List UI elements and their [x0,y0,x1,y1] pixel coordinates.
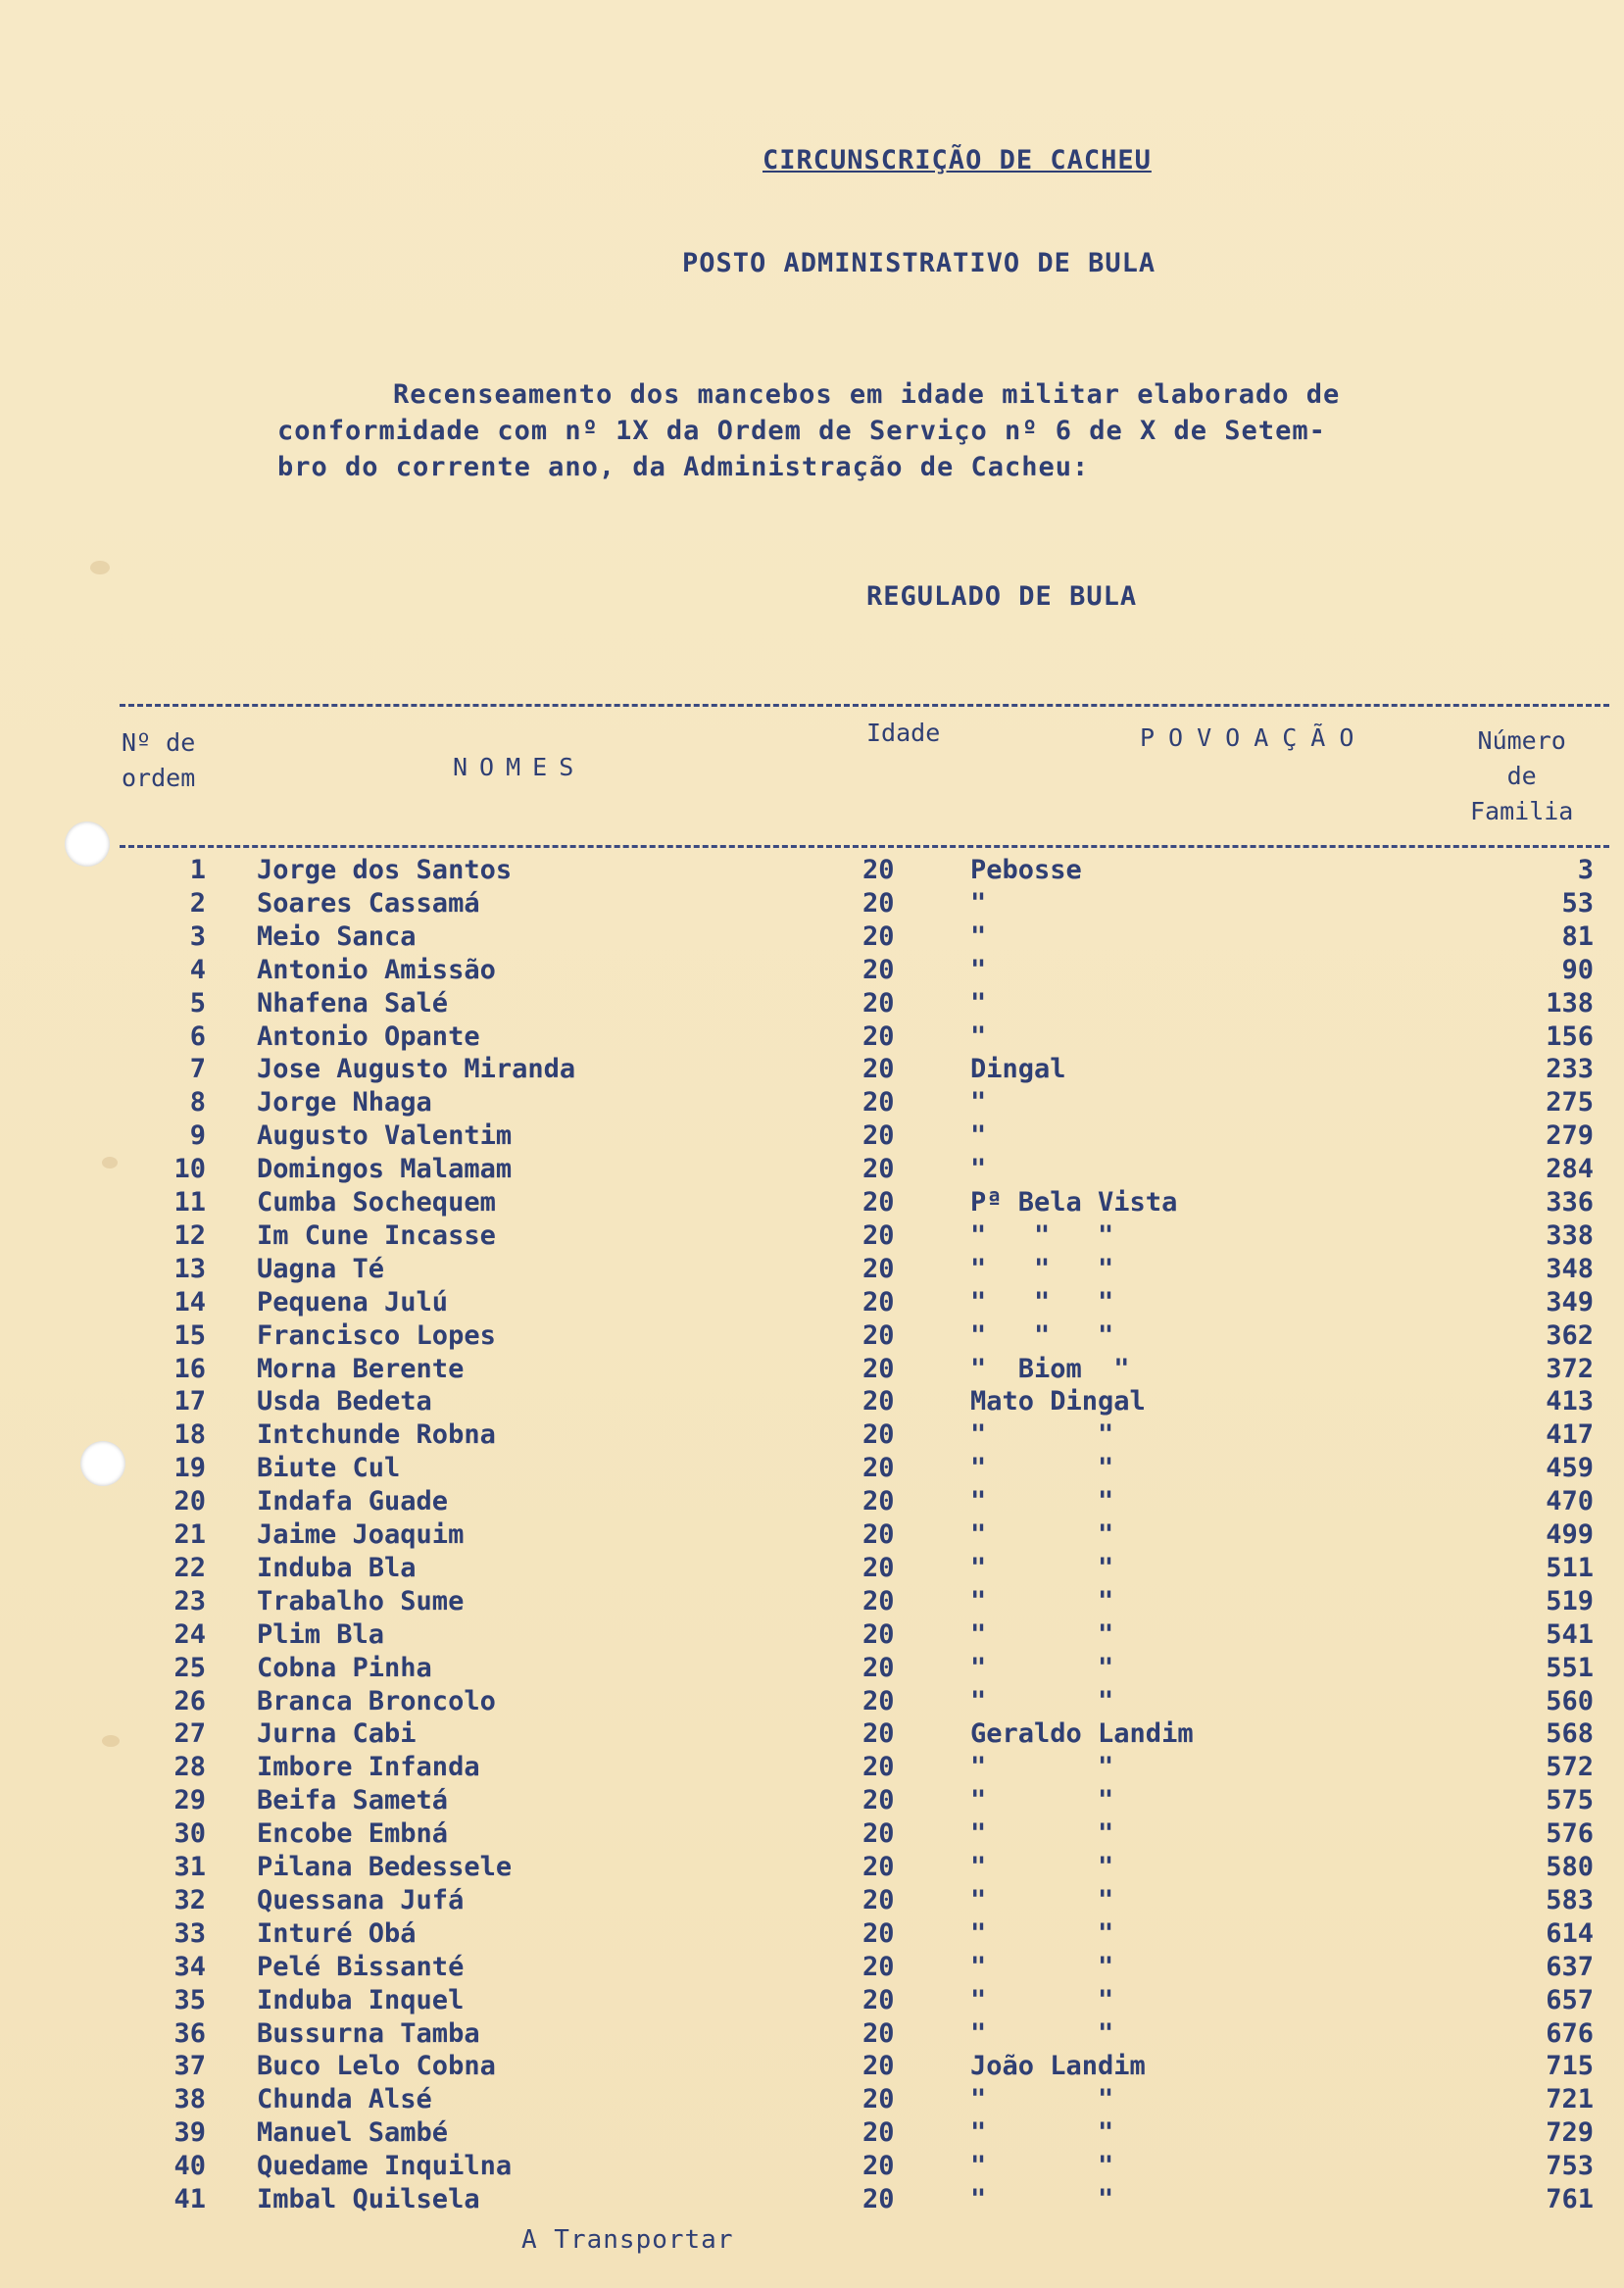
table-row [0,1519,1624,1553]
row-age: 20 [862,1752,895,1782]
row-povoacao: " " [970,1952,1114,1982]
table-row [0,2117,1624,2151]
row-age: 20 [862,1054,895,1084]
row-povoacao: " " [970,1419,1114,1450]
intro-line: bro do corrente ano, da Administração de Cacheu: [277,452,1090,482]
row-name: Antonio Amissão [257,955,496,985]
row-povoacao: " " [970,1918,1114,1949]
row-age: 20 [862,1885,895,1915]
row-number: 8 [189,1087,206,1118]
row-age: 20 [862,1087,895,1118]
table-row [0,1952,1624,1985]
row-family-number: 583 [1546,1885,1594,1915]
row-age: 20 [862,1818,895,1849]
table-row [0,1885,1624,1918]
row-number: 21 [173,1519,206,1550]
row-family-number: 372 [1546,1354,1594,1384]
table-row [0,1453,1624,1486]
row-number: 4 [189,955,206,985]
row-name: Jurna Cabi [257,1718,417,1749]
row-age: 20 [862,1718,895,1749]
row-povoacao: Mato Dingal [970,1386,1146,1417]
row-age: 20 [862,1354,895,1384]
row-number: 7 [189,1054,206,1084]
row-age: 20 [862,2184,895,2214]
row-number: 24 [173,1619,206,1650]
table-row [0,1752,1624,1785]
row-family-number: 676 [1546,2018,1594,2049]
row-povoacao: " " " [970,1254,1114,1284]
row-number: 37 [173,2051,206,2081]
row-age: 20 [862,1653,895,1683]
row-povoacao: " " [970,2151,1114,2181]
row-name: Antonio Opante [257,1021,480,1052]
row-number: 32 [173,1885,206,1915]
row-number: 1 [189,855,206,885]
table-row [0,1818,1624,1852]
row-age: 20 [862,2151,895,2181]
row-family-number: 715 [1546,2051,1594,2081]
table-row [0,1653,1624,1686]
row-number: 31 [173,1852,206,1882]
row-age: 20 [862,1553,895,1583]
row-age: 20 [862,1952,895,1982]
row-family-number: 568 [1546,1718,1594,1749]
table-row [0,1718,1624,1752]
row-povoacao: " " [970,2184,1114,2214]
column-header-ordem [122,725,195,796]
row-name: Quessana Jufá [257,1885,465,1915]
row-number: 33 [173,1918,206,1949]
header-posto: POSTO ADMINISTRATIVO DE BULA [682,248,1156,278]
table-row [0,1586,1624,1619]
row-povoacao: " " [970,1586,1114,1617]
row-number: 3 [189,921,206,952]
row-number: 12 [173,1220,206,1251]
row-povoacao: " " [970,1486,1114,1517]
table-row [0,1985,1624,2018]
row-name: Bussurna Tamba [257,2018,480,2049]
row-number: 15 [173,1320,206,1351]
column-header-nomes: NOMES [453,753,586,781]
row-family-number: 580 [1546,1852,1594,1882]
table-row [0,1852,1624,1885]
row-name: Induba Bla [257,1553,417,1583]
row-age: 20 [862,1785,895,1815]
row-age: 20 [862,1852,895,1882]
row-age: 20 [862,1985,895,2015]
table-row [0,1087,1624,1120]
row-age: 20 [862,1619,895,1650]
row-family-number: 729 [1546,2117,1594,2148]
row-name: Branca Broncolo [257,1686,496,1716]
table-row [0,2151,1624,2184]
row-povoacao: " [970,1120,987,1151]
row-number: 13 [173,1254,206,1284]
row-number: 5 [189,988,206,1019]
row-povoacao: " " " [970,1287,1114,1318]
row-age: 20 [862,2117,895,2148]
row-name: Chunda Alsé [257,2084,432,2114]
column-header-ordem-line1: Nº de [122,728,196,757]
column-header-ordem-line2: ordem [122,764,196,792]
table-row [0,1120,1624,1154]
row-age: 20 [862,1154,895,1184]
row-name: Biute Cul [257,1453,401,1483]
row-povoacao: " " [970,1985,1114,2015]
row-age: 20 [862,855,895,885]
row-age: 20 [862,1586,895,1617]
row-family-number: 338 [1546,1220,1594,1251]
table-row [0,888,1624,921]
row-povoacao: " [970,1154,987,1184]
row-family-number: 275 [1546,1087,1594,1118]
row-family-number: 551 [1546,1653,1594,1683]
row-povoacao: " " " [970,1320,1114,1351]
row-number: 6 [189,1021,206,1052]
table-row [0,1021,1624,1055]
intro-paragraph [277,376,1522,485]
row-number: 22 [173,1553,206,1583]
row-name: Pilana Bedessele [257,1852,513,1882]
row-name: Encobe Embná [257,1818,449,1849]
row-povoacao: " " " [970,1220,1114,1251]
row-family-number: 3 [1577,855,1594,885]
row-number: 18 [173,1419,206,1450]
row-family-number: 761 [1546,2184,1594,2214]
column-header-numero-familia [1470,723,1573,829]
row-povoacao: " " [970,1686,1114,1716]
row-name: Beifa Sametá [257,1785,449,1815]
row-name: Nhafena Salé [257,988,449,1019]
row-name: Pequena Julú [257,1287,449,1318]
row-family-number: 279 [1546,1120,1594,1151]
row-povoacao: " " [970,1818,1114,1849]
row-age: 20 [862,1320,895,1351]
row-family-number: 499 [1546,1519,1594,1550]
intro-line: conformidade com nº 1X da Ordem de Serviço nº 6 de X de Setem- [277,416,1326,446]
row-name: Domingos Malamam [257,1154,513,1184]
row-number: 38 [173,2084,206,2114]
table-row [0,2051,1624,2084]
row-povoacao: " " [970,1619,1114,1650]
table-header-rule [120,845,1609,848]
row-name: Manuel Sambé [257,2117,449,2148]
row-family-number: 541 [1546,1619,1594,1650]
table-row [0,1486,1624,1519]
table-row [0,1619,1624,1653]
table-top-rule [120,704,1609,707]
row-family-number: 138 [1546,988,1594,1019]
row-povoacao: " " [970,2117,1114,2148]
row-povoacao: " " [970,1553,1114,1583]
row-number: 9 [189,1120,206,1151]
row-povoacao: Dingal [970,1054,1066,1084]
row-age: 20 [862,2018,895,2049]
table-row [0,855,1624,888]
row-name: Cumba Sochequem [257,1187,496,1218]
row-povoacao: João Landim [970,2051,1146,2081]
table-row [0,1254,1624,1287]
row-name: Jorge Nhaga [257,1087,432,1118]
row-family-number: 576 [1546,1818,1594,1849]
row-name: Jorge dos Santos [257,855,513,885]
row-povoacao: " [970,1087,987,1118]
row-name: Inturé Obá [257,1918,417,1949]
row-povoacao: Geraldo Landim [970,1718,1194,1749]
row-age: 20 [862,2084,895,2114]
row-povoacao: " " [970,2018,1114,2049]
row-name: Meio Sanca [257,921,417,952]
row-name: Buco Lelo Cobna [257,2051,496,2081]
row-name: Trabalho Sume [257,1586,465,1617]
row-povoacao: " " [970,2084,1114,2114]
row-family-number: 753 [1546,2151,1594,2181]
table-row [0,1686,1624,1719]
row-age: 20 [862,988,895,1019]
row-number: 34 [173,1952,206,1982]
row-number: 30 [173,1818,206,1849]
row-number: 27 [173,1718,206,1749]
table-row [0,1386,1624,1419]
row-name: Augusto Valentim [257,1120,513,1151]
column-header-povoacao: POVOAÇÃO [1140,723,1368,752]
table-row [0,1918,1624,1952]
row-age: 20 [862,1287,895,1318]
row-family-number: 348 [1546,1254,1594,1284]
row-age: 20 [862,1453,895,1483]
row-family-number: 459 [1546,1453,1594,1483]
header-circunscricao: CIRCUNSCRIÇÃO DE CACHEU [763,145,1152,175]
row-age: 20 [862,1519,895,1550]
row-name: Usda Bedeta [257,1386,432,1417]
row-family-number: 614 [1546,1918,1594,1949]
row-age: 20 [862,2051,895,2081]
row-name: Plim Bla [257,1619,385,1650]
row-number: 41 [173,2184,206,2214]
row-family-number: 156 [1546,1021,1594,1052]
row-age: 20 [862,1686,895,1716]
table-row [0,921,1624,955]
row-povoacao: " [970,1021,987,1052]
row-povoacao: " " [970,1885,1114,1915]
table-row [0,1419,1624,1453]
row-povoacao: " " [970,1785,1114,1815]
row-number: 28 [173,1752,206,1782]
table-row [0,1220,1624,1254]
row-age: 20 [862,921,895,952]
row-family-number: 560 [1546,1686,1594,1716]
row-age: 20 [862,1419,895,1450]
row-name: Francisco Lopes [257,1320,496,1351]
row-number: 14 [173,1287,206,1318]
row-name: Im Cune Incasse [257,1220,496,1251]
row-number: 35 [173,1985,206,2015]
row-family-number: 349 [1546,1287,1594,1318]
row-name: Pelé Bissanté [257,1952,465,1982]
row-povoacao: " [970,955,987,985]
row-family-number: 572 [1546,1752,1594,1782]
table-row [0,2018,1624,2052]
row-family-number: 417 [1546,1419,1594,1450]
column-header-idade: Idade [866,719,941,747]
row-name: Intchunde Robna [257,1419,496,1450]
row-family-number: 284 [1546,1154,1594,1184]
row-family-number: 413 [1546,1386,1594,1417]
table-row [0,1054,1624,1087]
row-family-number: 362 [1546,1320,1594,1351]
row-age: 20 [862,1386,895,1417]
row-name: Morna Berente [257,1354,465,1384]
row-family-number: 721 [1546,2084,1594,2114]
row-number: 11 [173,1187,206,1218]
table-row [0,1154,1624,1187]
table-row [0,988,1624,1021]
row-povoacao: " " [970,1852,1114,1882]
row-age: 20 [862,955,895,985]
row-family-number: 637 [1546,1952,1594,1982]
row-number: 36 [173,2018,206,2049]
row-name: Jaime Joaquim [257,1519,465,1550]
row-age: 20 [862,888,895,919]
row-povoacao: " Biom " [970,1354,1130,1384]
table-row [0,2184,1624,2217]
row-family-number: 90 [1561,955,1594,985]
table-row [0,955,1624,988]
row-age: 20 [862,1187,895,1218]
column-header-numero-line1: Número [1477,726,1566,755]
table-row [0,1187,1624,1220]
row-number: 2 [189,888,206,919]
row-name: Cobna Pinha [257,1653,432,1683]
row-name: Uagna Té [257,1254,385,1284]
paper-stain [90,561,110,574]
row-family-number: 575 [1546,1785,1594,1815]
row-age: 20 [862,1486,895,1517]
row-povoacao: " [970,888,987,919]
footer-transportar: A Transportar [521,2225,734,2255]
row-povoacao: " [970,988,987,1019]
row-name: Quedame Inquilna [257,2151,513,2181]
row-number: 16 [173,1354,206,1384]
row-number: 20 [173,1486,206,1517]
row-number: 39 [173,2117,206,2148]
row-family-number: 511 [1546,1553,1594,1583]
table-row [0,1287,1624,1320]
row-number: 29 [173,1785,206,1815]
row-povoacao: " " [970,1453,1114,1483]
row-number: 10 [173,1154,206,1184]
row-name: Soares Cassamá [257,888,480,919]
row-povoacao: " " [970,1519,1114,1550]
row-age: 20 [862,1918,895,1949]
row-number: 25 [173,1653,206,1683]
row-number: 26 [173,1686,206,1716]
row-name: Jose Augusto Miranda [257,1054,576,1084]
row-number: 40 [173,2151,206,2181]
row-family-number: 53 [1561,888,1594,919]
row-povoacao: " " [970,1752,1114,1782]
intro-line: Recenseamento dos mancebos em idade militar elaborado de [393,379,1341,410]
table-row [0,1785,1624,1818]
row-family-number: 233 [1546,1054,1594,1084]
row-family-number: 519 [1546,1586,1594,1617]
row-name: Indafa Guade [257,1486,449,1517]
row-age: 20 [862,1254,895,1284]
row-povoacao: Pª Bela Vista [970,1187,1178,1218]
column-header-numero-line2: de [1506,762,1537,790]
table-row [0,2084,1624,2117]
row-name: Imbore Infanda [257,1752,480,1782]
row-family-number: 81 [1561,921,1594,952]
section-regulado: REGULADO DE BULA [866,581,1138,612]
row-age: 20 [862,1021,895,1052]
row-number: 19 [173,1453,206,1483]
row-number: 17 [173,1386,206,1417]
row-family-number: 657 [1546,1985,1594,2015]
row-povoacao: " " [970,1653,1114,1683]
row-family-number: 470 [1546,1486,1594,1517]
row-age: 20 [862,1220,895,1251]
table-row [0,1320,1624,1354]
row-age: 20 [862,1120,895,1151]
row-family-number: 336 [1546,1187,1594,1218]
table-row [0,1354,1624,1387]
column-header-numero-line3: Familia [1470,797,1574,825]
table-row [0,1553,1624,1586]
row-name: Imbal Quilsela [257,2184,480,2214]
row-name: Induba Inquel [257,1985,465,2015]
row-povoacao: Pebosse [970,855,1082,885]
row-povoacao: " [970,921,987,952]
row-number: 23 [173,1586,206,1617]
